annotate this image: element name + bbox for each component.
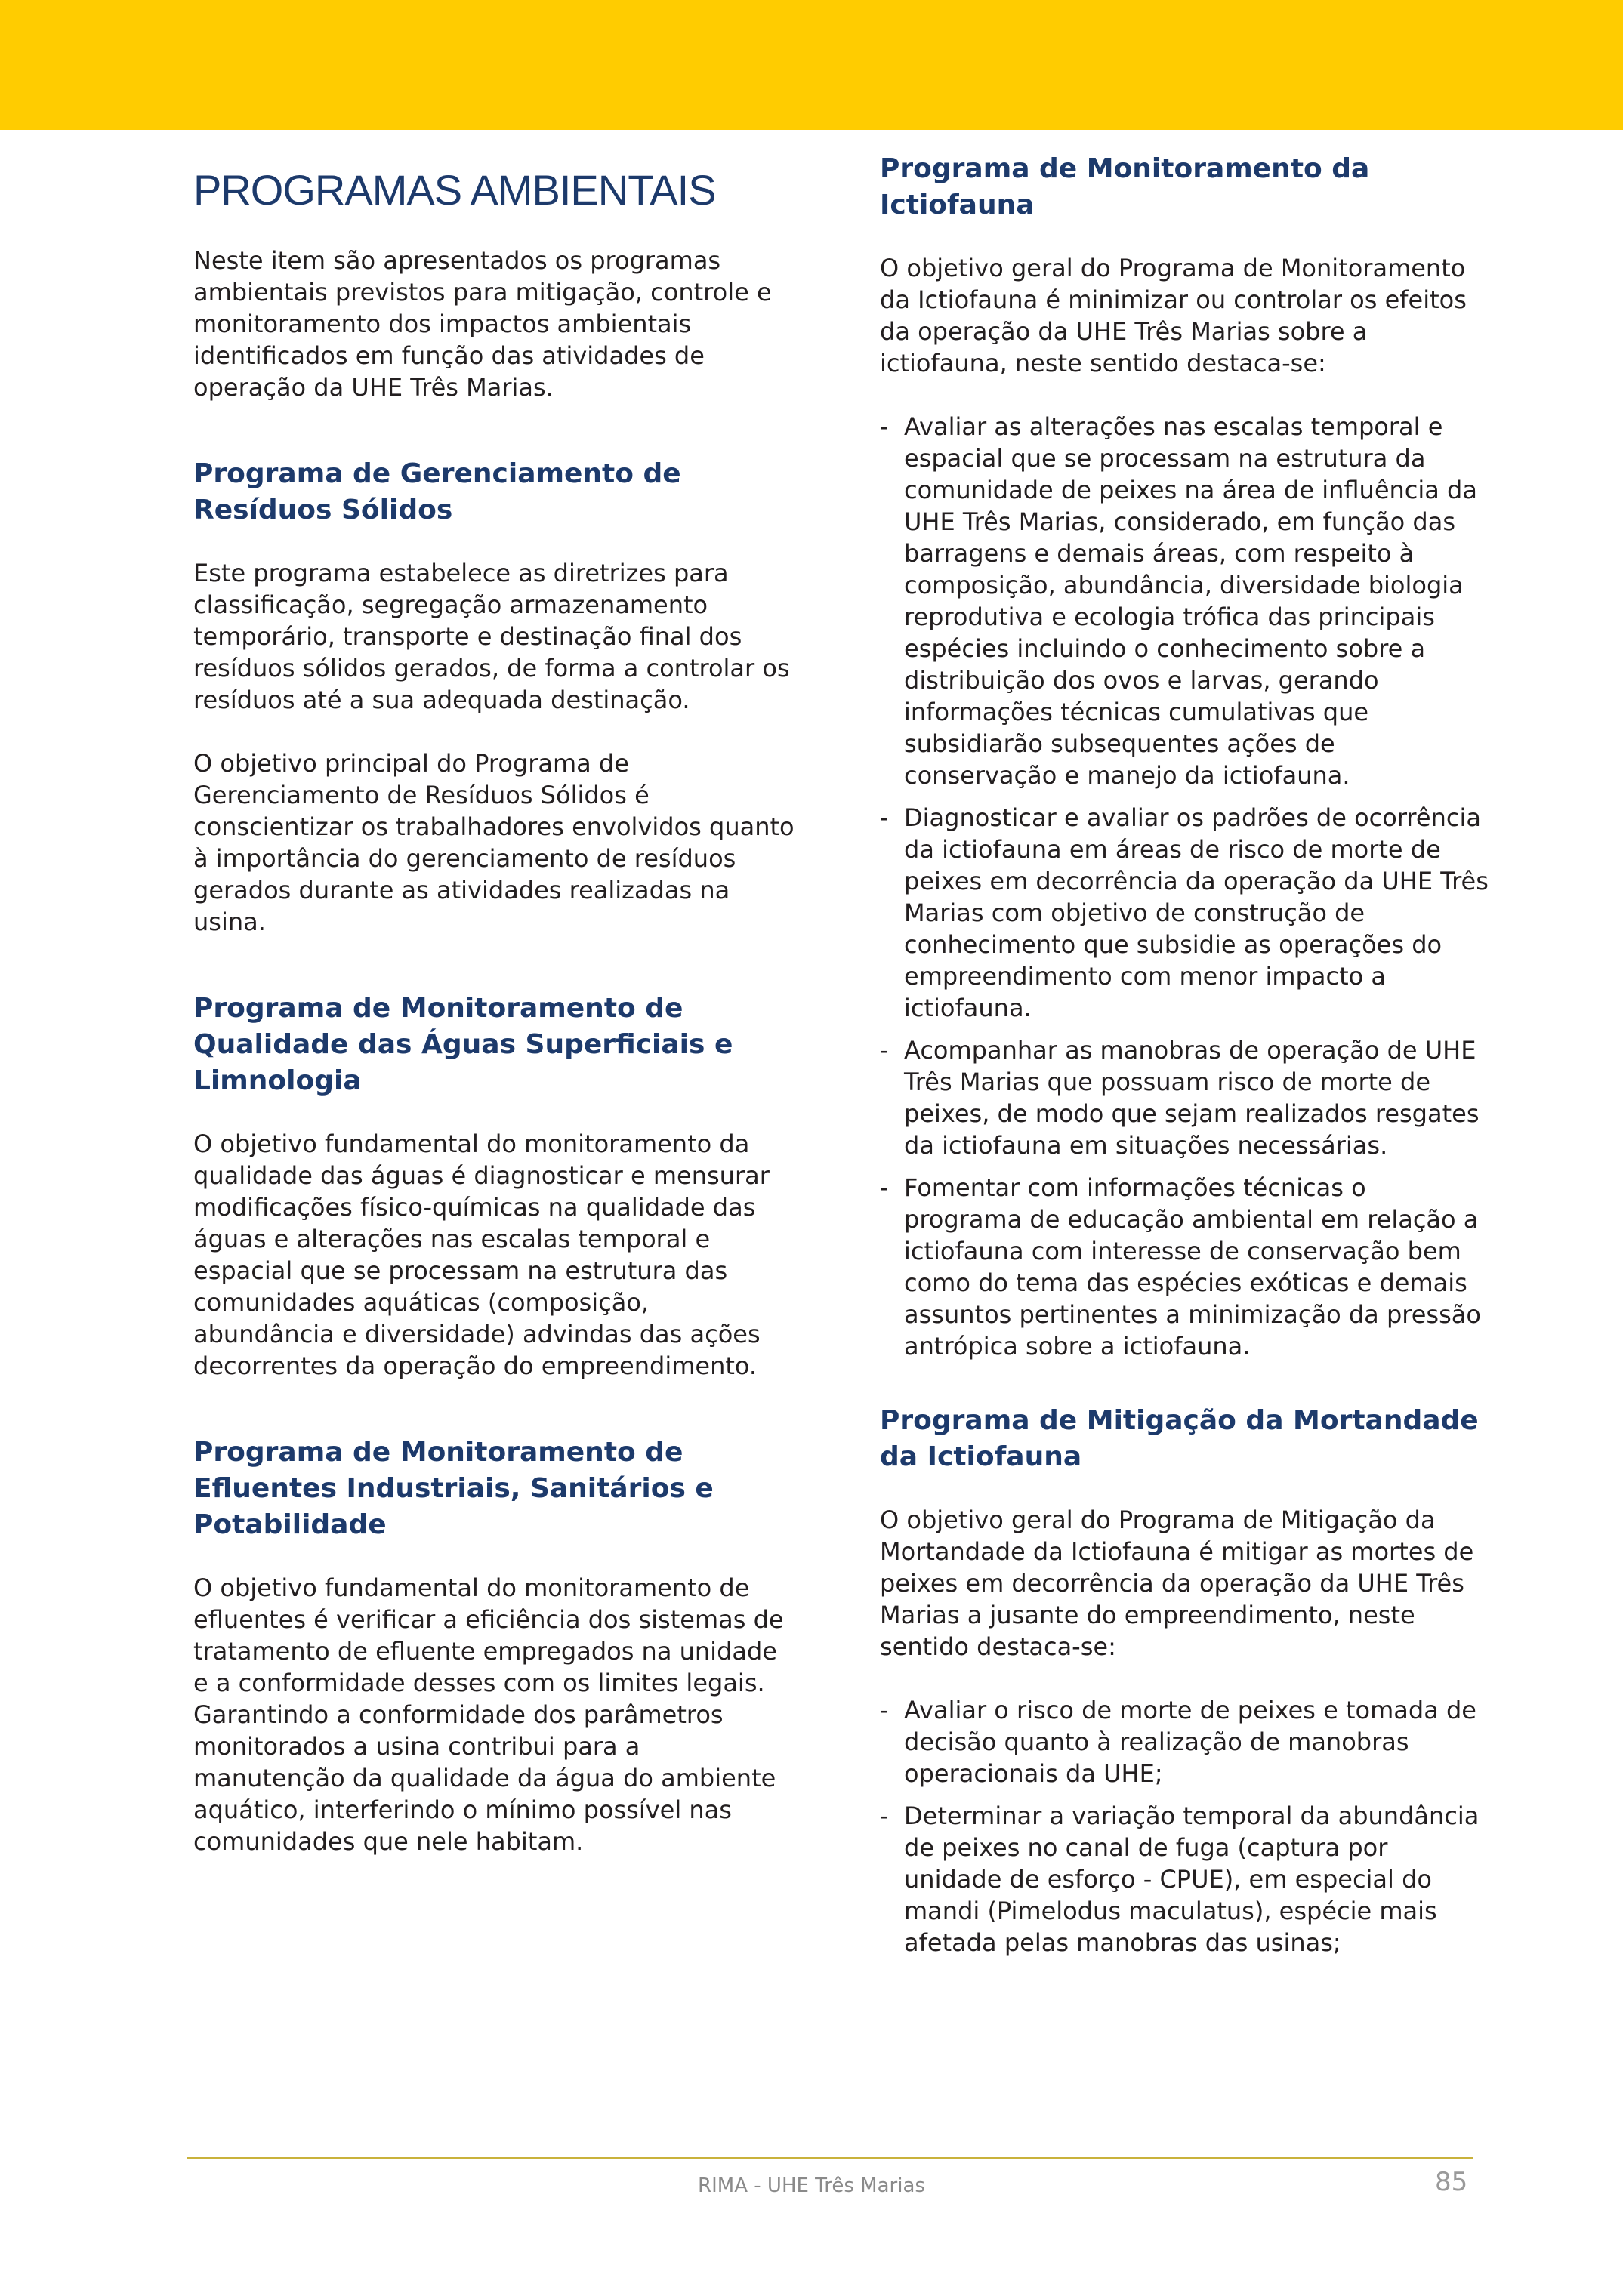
section-intro-paragraph: O objetivo geral do Programa de Mitigação da Mortandade da Ictiofauna é mitigar as mortes de peixes em decorrência da operação da UHE Três Marias a jusante do empreendimento, neste sentido destaca-se: [880, 1505, 1474, 1661]
section-title-residuos: Programa de Gerenciamento de Resíduos Sólidos [193, 458, 681, 526]
right-column [880, 151, 1492, 1969]
list-item: - Determinar a variação temporal da abundância de peixes no canal de fuga (captura por unidade de esforço - CPUE), em especial do mandi (Pimelodus maculatus), espécie mais afetada pelas manobras das usinas; [880, 1800, 1492, 1959]
list-item: - Avaliar as alterações nas escalas temporal e espacial que se processam na estrutura da comunidade de peixes na área de influência da UHE Três Marias, considerado, em função das barragens e demais áreas, com respeito à composição, abundância, diversidade biologia reprodutiva e ecologia trófica das principais espécies incluindo o conhecimento sobre a distribuição dos ovos e larvas, gerando informações técnicas cumulativas que subsidiarão subsequentes ações de conservação e manejo da ictiofauna. [880, 411, 1492, 791]
bullet-list-ictiofauna [880, 411, 1492, 1362]
section-title-efluentes: Programa de Monitoramento de Efluentes Industriais, Sanitários e Potabilidade [193, 1437, 714, 1541]
footer-document-title: RIMA - UHE Três Marias [698, 2174, 925, 2197]
list-item: - Diagnosticar e avaliar os padrões de ocorrência da ictiofauna em áreas de risco de morte de peixes em decorrência da operação da UHE Três Marias com objetivo de construção de conhecimento que subsidie as operações do empreendimento com menor impacto a ictiofauna. [880, 802, 1492, 1024]
bullet-list-mortandade [880, 1694, 1492, 1959]
section-title-ictiofauna: Programa de Monitoramento da Ictiofauna [880, 153, 1370, 220]
section-title-qualidade-aguas: Programa de Monitoramento de Qualidade das Águas Superficiais e Limnologia [193, 993, 733, 1097]
footer-divider [187, 2157, 1473, 2159]
section-paragraph: O objetivo fundamental do monitoramento de efluentes é verificar a eficiência dos sistemas de tratamento de efluente empregados na unidade e a conformidade desses com os limites legais. Garantindo a conformidade dos parâmetros monitorados a usina contribui para a manutenção da qualidade da água do ambiente aquático, interferindo o mínimo possível nas comunidades que nele habitam. [193, 1573, 784, 1857]
list-item: - Avaliar o risco de morte de peixes e tomada de decisão quanto à realização de manobras operacionais da UHE; [880, 1694, 1492, 1789]
section-paragraph: Este programa estabelece as diretrizes para classificação, segregação armazenamento temporário, transporte e destinação final dos resíduos sólidos gerados, de forma a controlar os resíduos até a sua adequada destinação. [193, 559, 790, 715]
list-item: - Acompanhar as manobras de operação de UHE Três Marias que possuam risco de morte de peixes, de modo que sejam realizados resgates da ictiofauna em situações necessárias. [880, 1034, 1492, 1161]
page-title: PROGRAMAS AMBIENTAIS [193, 166, 716, 214]
intro-paragraph: Neste item são apresentados os programas ambientais previstos para mitigação, controle e monitoramento dos impactos ambientais identificados em função das atividades de operação da UHE Três Marias. [193, 246, 772, 402]
section-title-mortandade: Programa de Mitigação da Mortandade da Ictiofauna [880, 1405, 1479, 1472]
section-paragraph: O objetivo principal do Programa de Gerenciamento de Resíduos Sólidos é conscientizar os trabalhadores envolvidos quanto à importância do gerenciamento de resíduos gerados durante as atividades realizadas na usina. [193, 749, 795, 937]
list-item: - Fomentar com informações técnicas o programa de educação ambiental em relação a ictiofauna com interesse de conservação bem como do tema das espécies exóticas e demais assuntos pertinentes a minimização da pressão antrópica sobre a ictiofauna. [880, 1172, 1492, 1362]
left-column [193, 151, 798, 1889]
page-number: 85 [1435, 2167, 1468, 2197]
section-intro-paragraph: O objetivo geral do Programa de Monitoramento da Ictiofauna é minimizar ou controlar os efeitos da operação da UHE Três Marias sobre a ictiofauna, neste sentido destaca-se: [880, 254, 1467, 378]
section-paragraph: O objetivo fundamental do monitoramento da qualidade das águas é diagnosticar e mensurar modificações físico-químicas na qualidade das águas e alterações nas escalas temporal e espacial que se processam na estrutura das comunidades aquáticas (composição, abundância e diversidade) advindas das ações decorrentes da operação do empreendimento. [193, 1130, 770, 1381]
header-color-band [0, 0, 1623, 130]
